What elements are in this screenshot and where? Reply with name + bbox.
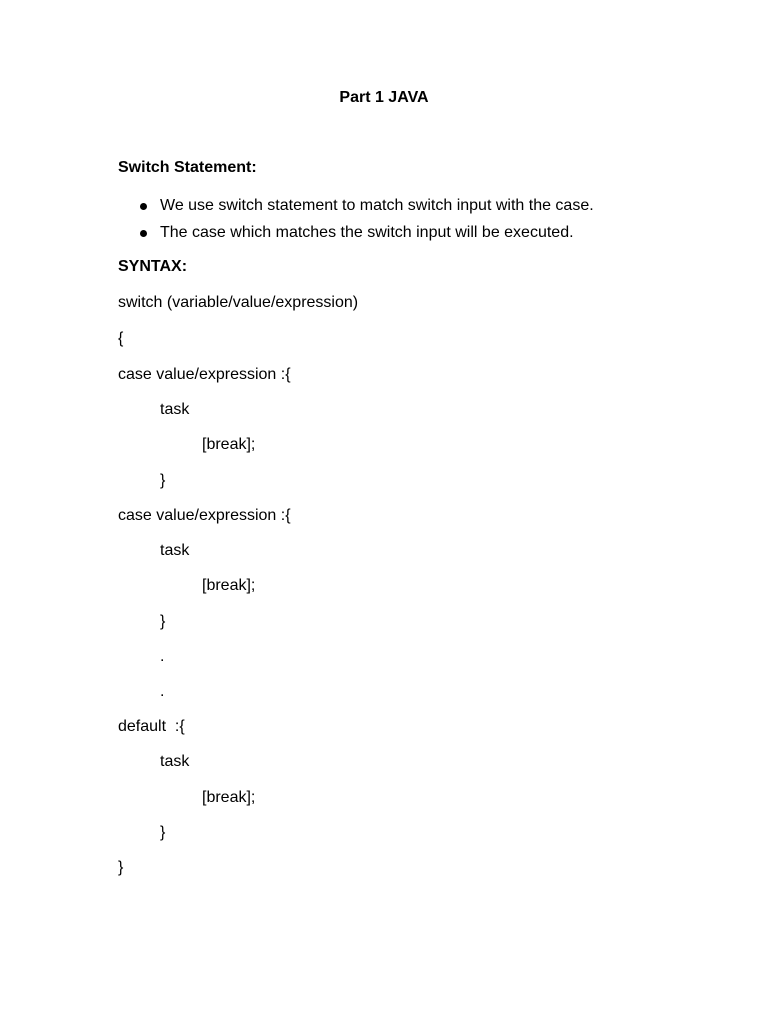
page-title: Part 1 JAVA [339,89,429,106]
code-line: [break]; [202,789,256,806]
code-line: . [160,683,165,700]
list-item [118,222,594,249]
bullet-text: We use switch statement to match switch input with the case. [160,197,594,214]
code-line: switch (variable/value/expression) [118,294,359,311]
code-line: } [160,613,166,630]
code-line: case value/expression :{ [118,507,291,524]
bullet-list [118,195,594,249]
code-line: { [118,330,124,347]
code-line: } [118,859,124,876]
bullet-text: The case which matches the switch input will be executed. [160,224,574,241]
code-line: } [160,472,166,489]
bullet-icon [140,230,147,237]
code-line: } [160,824,166,841]
code-line: task [160,401,190,418]
syntax-heading: SYNTAX: [118,258,188,275]
bullet-icon [140,203,147,210]
code-line: [break]; [202,436,256,453]
code-line: task [160,542,190,559]
code-line: [break]; [202,577,256,594]
code-line: case value/expression :{ [118,366,291,383]
code-line: default :{ [118,718,185,735]
list-item [118,195,594,222]
code-line: . [160,648,165,665]
section-heading: Switch Statement: [118,159,257,176]
code-line: task [160,753,190,770]
